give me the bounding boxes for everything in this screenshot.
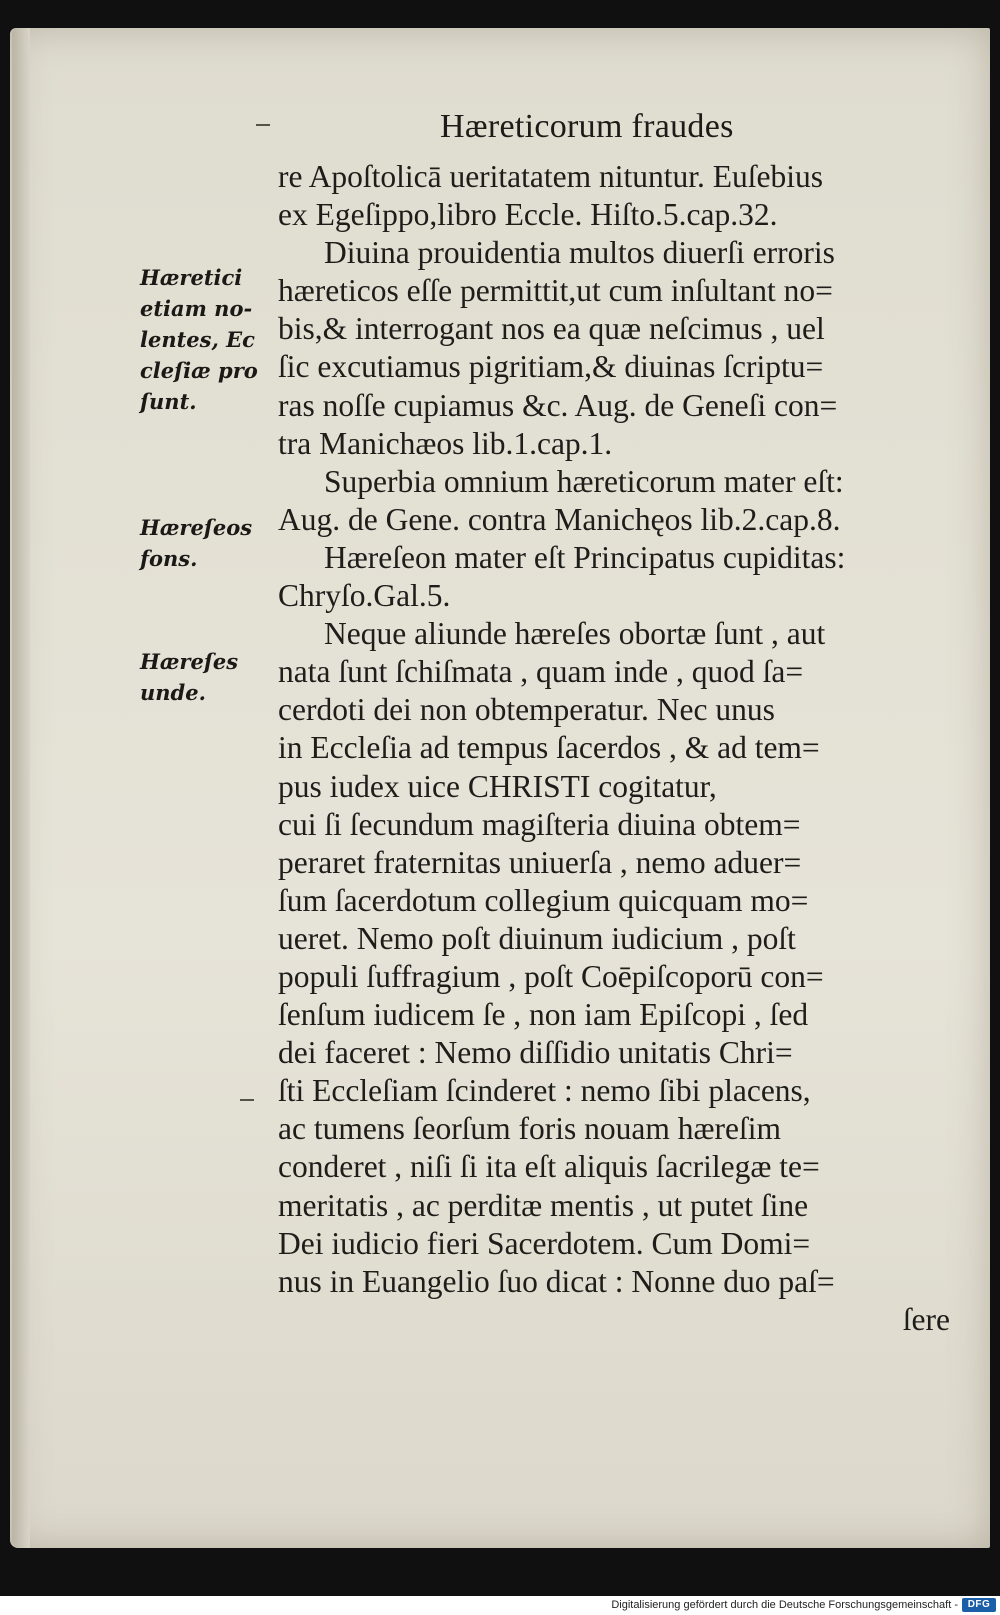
text-line: hæreticos eſſe permittit,ut cum inſultant no= xyxy=(278,273,833,309)
page-gutter-edge xyxy=(12,28,30,1548)
margin-note-line: cleſiæ pro xyxy=(140,358,258,383)
catchword: ſere xyxy=(902,1301,950,1337)
text-line: conderet , niſi ſi ita eſt aliquis ſacrilegæ te= xyxy=(278,1149,820,1185)
page-mark xyxy=(256,124,270,126)
main-text-block xyxy=(278,158,968,1339)
text-line: tra Manichæos lib.1.cap.1. xyxy=(278,425,613,461)
margin-note-haereses xyxy=(140,646,275,708)
text-line: Chryſo.Gal.5. xyxy=(278,578,451,614)
text-line: nata ſunt ſchiſmata , quam inde , quod ſa= xyxy=(278,654,804,690)
page-mark xyxy=(240,1099,254,1101)
footer-credit: Digitalisierung gefördert durch die Deutsche Forschungsgemeinschaft - xyxy=(611,1599,958,1611)
text-line: ac tumens ſeorſum foris nouam hæreſim xyxy=(278,1111,782,1147)
text-line: Diuina prouidentia multos diuerſi erroris xyxy=(324,235,835,271)
text-line: populi ſuffragium , poſt Coēpiſcoporū con= xyxy=(278,958,824,994)
text-line: ueret. Nemo poſt diuinum iudicium , poſt xyxy=(278,920,796,956)
margin-note-line: lentes, Ec xyxy=(140,327,255,352)
margin-note-haereseos xyxy=(140,512,275,574)
text-line: in Eccleſia ad tempus ſacerdos , & ad tem= xyxy=(278,730,820,766)
text-line: meritatis , ac perditæ mentis , ut putet ſine xyxy=(278,1187,809,1223)
margin-note-line: ſunt. xyxy=(140,389,197,414)
text-line: ſenſum iudicem ſe , non iam Epiſcopi , ſed xyxy=(278,997,809,1033)
running-head: Hæreticorum fraudes xyxy=(440,108,734,145)
text-line: peraret fraternitas uniuerſa , nemo aduer= xyxy=(278,844,802,880)
text-line: dei faceret : Nemo diſſidio unitatis Chri= xyxy=(278,1035,793,1071)
margin-note-line: Hæretici xyxy=(140,265,243,290)
text-line: Superbia omnium hæreticorum mater eſt: xyxy=(324,463,844,499)
text-line: ſum ſacerdotum collegium quicquam mo= xyxy=(278,882,809,918)
text-line: ex Egeſippo,libro Eccle. Hiſto.5.cap.32. xyxy=(278,197,778,233)
text-line: pus iudex uice CHRISTI cogitatur, xyxy=(278,768,717,804)
text-line: nus in Euangelio ſuo dicat : Nonne duo paſ= xyxy=(278,1263,835,1299)
margin-note-line: etiam no- xyxy=(140,296,253,321)
text-line: bis,& interrogant nos ea quæ neſcimus , uel xyxy=(278,311,825,347)
text-line: ſic excutiamus pigritiam,& diuinas ſcriptu= xyxy=(278,349,824,385)
dfg-logo-icon: DFG xyxy=(962,1598,996,1612)
text-line: Neque aliunde hæreſes obortæ ſunt , aut xyxy=(324,616,826,652)
text-line: cerdoti dei non obtemperatur. Nec unus xyxy=(278,692,775,728)
text-line: Aug. de Gene. contra Manichęos lib.2.cap.8. xyxy=(278,501,841,537)
text-line: cui ſi ſecundum magiſteria diuina obtem= xyxy=(278,806,801,842)
margin-note-line: Hæreſeos xyxy=(140,515,253,540)
text-line: re Apoſtolicā ueritatatem nituntur. Euſebius xyxy=(278,159,823,194)
margin-note-line: unde. xyxy=(140,680,206,705)
margin-note-line: fons. xyxy=(140,546,198,571)
text-line: Dei iudicio fieri Sacerdotem. Cum Domi= xyxy=(278,1225,811,1261)
text-line: ras noſſe cupiamus &c. Aug. de Geneſi con= xyxy=(278,387,838,423)
text-line: ſti Eccleſiam ſcinderet : nemo ſibi placens, xyxy=(278,1073,811,1109)
margin-note-haeretici xyxy=(140,262,275,417)
margin-note-line: Hæreſes xyxy=(140,649,239,674)
text-line: Hæreſeon mater eſt Principatus cupiditas: xyxy=(324,539,846,575)
digitization-footer xyxy=(0,1596,1000,1615)
